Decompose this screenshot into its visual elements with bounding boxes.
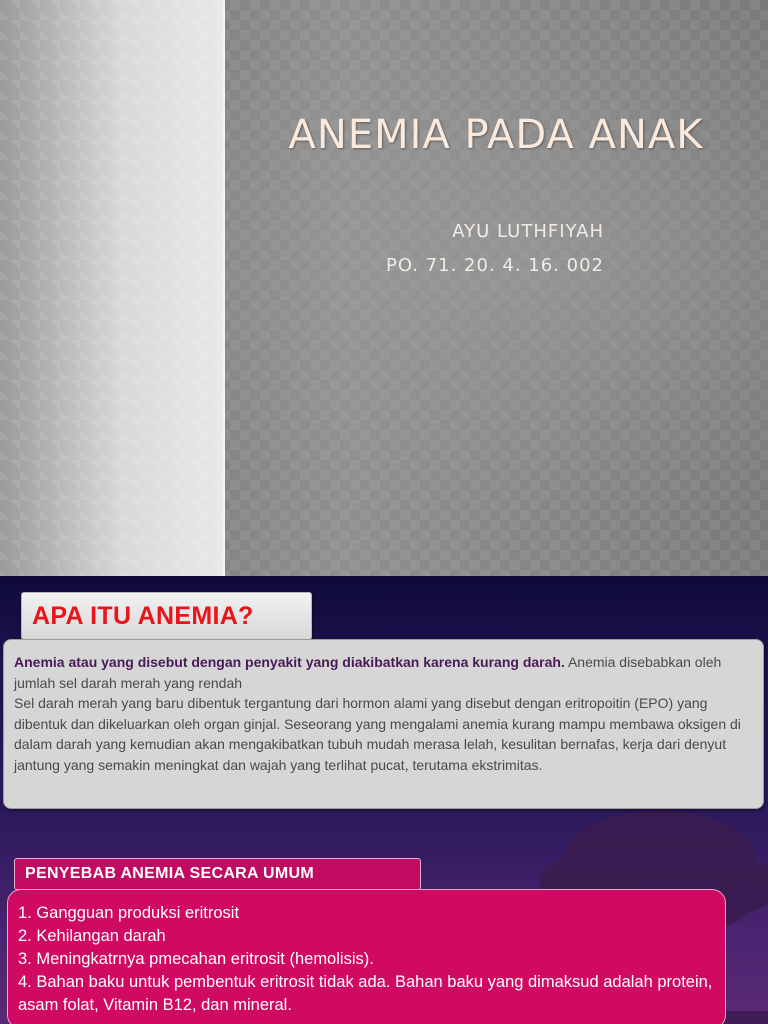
author-name: AYU LUTHFIYAH (452, 221, 604, 242)
slide-title: ANEMIA PADA ANAK (288, 112, 704, 158)
definition-lead: Anemia atau yang disebut dengan penyakit yang diakibatkan karena kurang darah. (14, 654, 565, 670)
definition-box (3, 639, 764, 809)
student-id: PO. 71. 20. 4. 16. 002 (385, 255, 604, 276)
definition-body: Sel darah merah yang baru dibentuk tergantung dari hormon alami yang disebut dengan eritropoitin (EPO) yang dibentuk dan dikeluarkan oleh organ ginjal. Seseorang yang mengalami anemia kurang mampu membawa oksigen di dalam darah yang kemudian akan mengakibatkan tubuh mudah merasa lelah, kesulitan bernafas, kerja dari denyut jantung yang semakin meningkat dan wajah yang terlihat pucat, terutama ekstrimitas. (14, 695, 741, 773)
section-heading-box (21, 592, 312, 640)
left-decorative-panel (0, 0, 225, 576)
section-heading: APA ITU ANEMIA? (32, 602, 254, 630)
list-item: 4. Bahan baku untuk pembentuk eritrosit tidak ada. Bahan baku yang dimaksud adalah protein, asam folat, Vitamin B12, dan mineral. (18, 973, 713, 1014)
list-item: 2. Kehilangan darah (18, 927, 166, 945)
list-item: 1. Gangguan produksi eritrosit (18, 904, 240, 922)
list-item: 3. Meningkatrnya pmecahan eritrosit (hemolisis). (18, 950, 374, 968)
content-slide (0, 576, 768, 1024)
causes-heading: PENYEBAB ANEMIA SECARA UMUM (25, 865, 314, 882)
definition-lead-rest: Anemia disebabkan oleh jumlah sel darah merah yang rendah (14, 654, 722, 691)
causes-list (7, 889, 726, 1024)
causes-heading-box (14, 858, 421, 890)
